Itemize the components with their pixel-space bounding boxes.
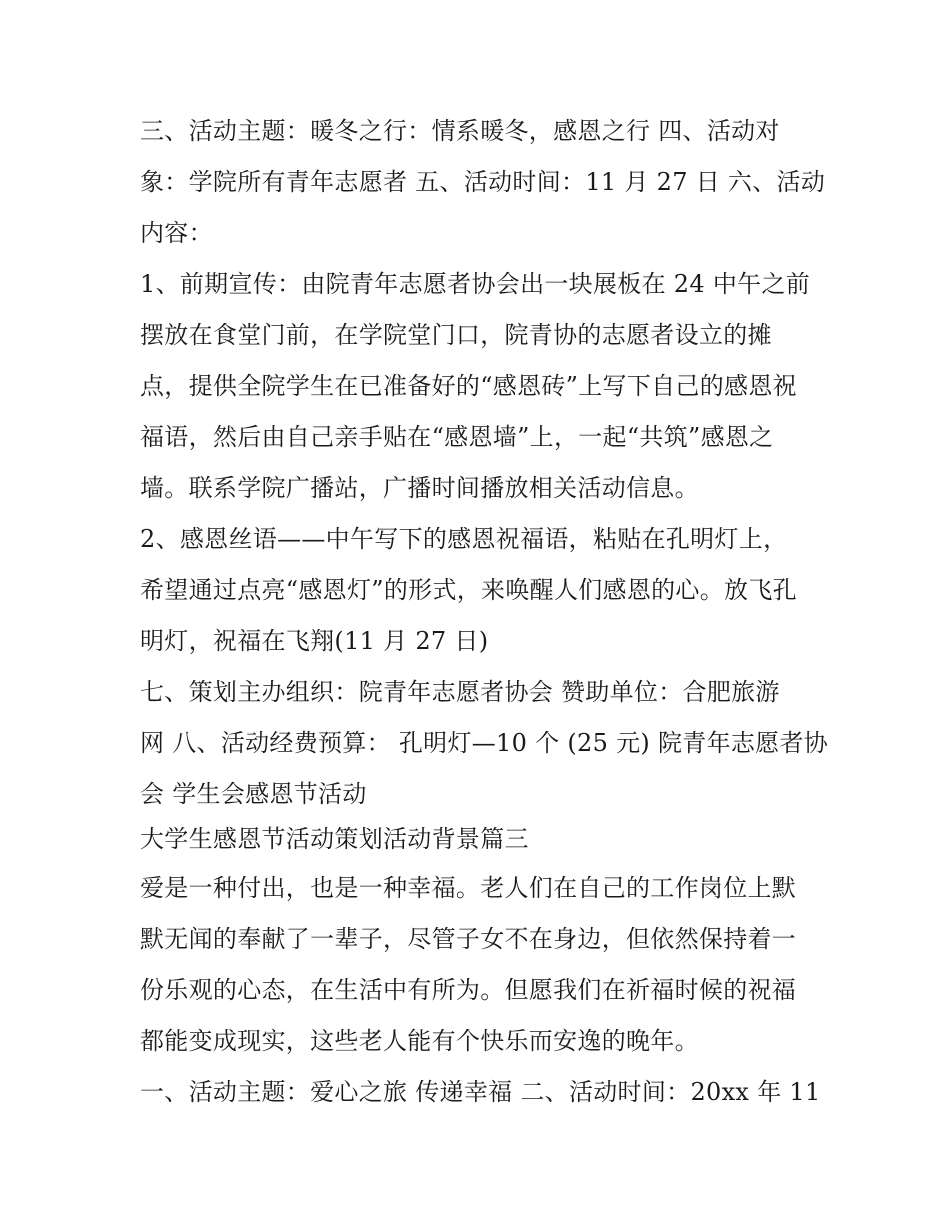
text-line: 摆放在食堂门前，在学院堂门口，院青协的志愿者设立的摊	[140, 321, 772, 349]
text-line: 内容：	[140, 219, 213, 247]
activity-theme-paragraph	[140, 1067, 820, 1118]
themes-section	[140, 106, 826, 259]
text-line: 都能变成现实，这些老人能有个快乐而安逸的晚年。	[140, 1027, 699, 1055]
text-line: 墙。联系学院广播站，广播时间播放相关活动信息。	[140, 474, 699, 502]
item-2-paragraph	[140, 514, 820, 667]
text-line: 会 学生会感恩节活动	[140, 780, 367, 808]
text-line: 点，提供全院学生在已准备好的“感恩砖”上写下自己的感恩祝	[140, 372, 797, 400]
text-line: 份乐观的心态，在生活中有所为。但愿我们在祈福时候的祝福	[140, 976, 797, 1004]
text-line: 福语，然后由自己亲手贴在“感恩墙”上，一起“共筑”感恩之	[140, 423, 774, 451]
text-line: 希望通过点亮“感恩灯”的形式，来唤醒人们感恩的心。放飞孔	[140, 576, 797, 604]
text-line: 七、策划主办组织：院青年志愿者协会 赞助单位：合肥旅游	[140, 678, 780, 706]
organizer-section	[140, 667, 829, 816]
background-paragraph	[140, 863, 820, 1067]
text-line: 2、感恩丝语——中午写下的感恩祝福语，粘贴在孔明灯上，	[140, 525, 788, 553]
text-line: 默无闻的奉献了一辈子，尽管子女不在身边，但依然保持着一	[140, 925, 797, 953]
text-line: 爱是一种付出，也是一种幸福。老人们在自己的工作岗位上默	[140, 874, 797, 902]
text-line: 三、活动主题：暖冬之行：情系暖冬，感恩之行 四、活动对	[140, 117, 780, 145]
text-line: 象：学院所有青年志愿者 五、活动时间：11 月 27 日 六、活动	[140, 168, 826, 196]
section-heading	[140, 816, 820, 863]
text-line: 明灯，祝福在飞翔(11 月 27 日)	[140, 627, 489, 655]
text-line: 网 八、活动经费预算： 孔明灯—10 个 (25 元) 院青年志愿者协	[140, 729, 829, 757]
heading-text: 大学生感恩节活动策划活动背景篇三	[140, 825, 529, 853]
item-1-paragraph	[140, 259, 820, 514]
text-line: 1、前期宣传：由院青年志愿者协会出一块展板在 24 中午之前	[140, 270, 811, 298]
document-body	[140, 106, 829, 1118]
text-line: 一、活动主题：爱心之旅 传递幸福 二、活动时间：20xx 年 11	[140, 1078, 821, 1106]
